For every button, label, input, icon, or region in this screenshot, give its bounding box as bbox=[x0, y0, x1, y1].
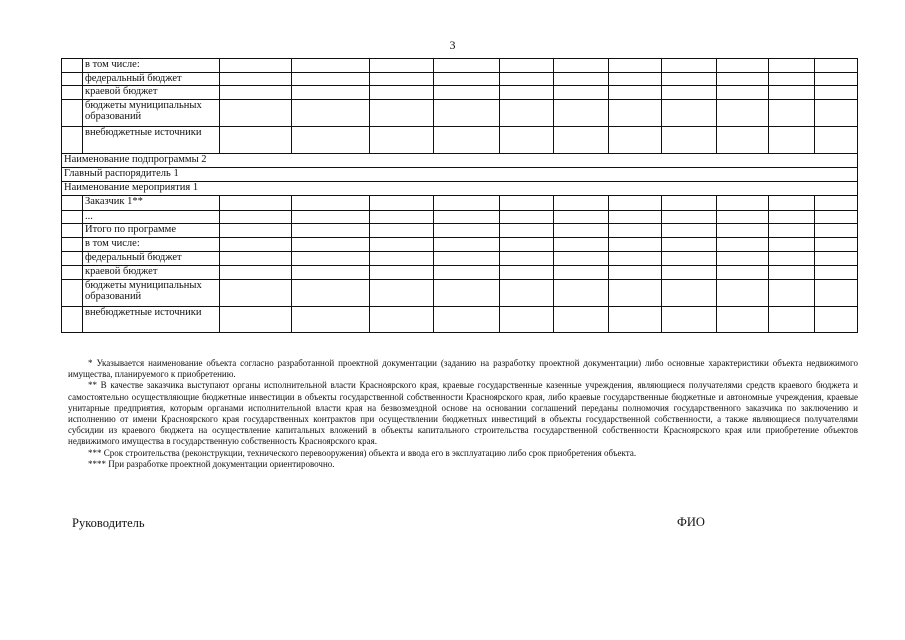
value-cell bbox=[815, 211, 858, 224]
value-cell bbox=[662, 280, 717, 307]
value-cell bbox=[370, 224, 434, 238]
value-cell bbox=[370, 59, 434, 73]
row-number-cell bbox=[62, 238, 83, 252]
value-cell bbox=[554, 224, 609, 238]
value-cell bbox=[500, 73, 554, 86]
row-label: в том числе: bbox=[83, 59, 220, 73]
row-label: бюджеты муниципальных образований bbox=[83, 100, 220, 127]
value-cell bbox=[434, 73, 500, 86]
value-cell bbox=[609, 266, 662, 280]
value-cell bbox=[815, 224, 858, 238]
value-cell bbox=[717, 252, 769, 266]
value-cell bbox=[292, 238, 370, 252]
table-row bbox=[62, 73, 858, 86]
value-cell bbox=[434, 127, 500, 154]
row-number-cell bbox=[62, 196, 83, 211]
value-cell bbox=[815, 73, 858, 86]
value-cell bbox=[609, 280, 662, 307]
value-cell bbox=[500, 127, 554, 154]
table-row bbox=[62, 238, 858, 252]
value-cell bbox=[662, 238, 717, 252]
value-cell bbox=[609, 59, 662, 73]
value-cell bbox=[220, 73, 292, 86]
value-cell bbox=[500, 211, 554, 224]
value-cell bbox=[500, 100, 554, 127]
section-label: Наименование подпрограммы 2 bbox=[62, 154, 858, 168]
value-cell bbox=[434, 252, 500, 266]
value-cell bbox=[609, 307, 662, 333]
value-cell bbox=[815, 196, 858, 211]
value-cell bbox=[717, 196, 769, 211]
row-label: федеральный бюджет bbox=[83, 73, 220, 86]
value-cell bbox=[220, 238, 292, 252]
section-label: Наименование мероприятия 1 bbox=[62, 182, 858, 196]
value-cell bbox=[662, 196, 717, 211]
value-cell bbox=[434, 100, 500, 127]
value-cell bbox=[500, 252, 554, 266]
value-cell bbox=[220, 266, 292, 280]
value-cell bbox=[292, 100, 370, 127]
row-label: краевой бюджет bbox=[83, 266, 220, 280]
value-cell bbox=[717, 59, 769, 73]
value-cell bbox=[609, 100, 662, 127]
table-row bbox=[62, 224, 858, 238]
value-cell bbox=[609, 211, 662, 224]
value-cell bbox=[769, 252, 815, 266]
value-cell bbox=[815, 127, 858, 154]
value-cell bbox=[220, 280, 292, 307]
value-cell bbox=[662, 73, 717, 86]
value-cell bbox=[220, 252, 292, 266]
row-number-cell bbox=[62, 307, 83, 333]
footnotes bbox=[68, 358, 858, 470]
table-row bbox=[62, 86, 858, 100]
value-cell bbox=[292, 280, 370, 307]
value-cell bbox=[769, 196, 815, 211]
table-row bbox=[62, 252, 858, 266]
value-cell bbox=[500, 59, 554, 73]
value-cell bbox=[815, 307, 858, 333]
value-cell bbox=[292, 224, 370, 238]
value-cell bbox=[717, 127, 769, 154]
footnote-4: **** При разработке проектной документации ориентировочно. bbox=[88, 458, 335, 469]
value-cell bbox=[370, 211, 434, 224]
value-cell bbox=[662, 211, 717, 224]
value-cell bbox=[609, 127, 662, 154]
value-cell bbox=[717, 211, 769, 224]
value-cell bbox=[292, 86, 370, 100]
value-cell bbox=[370, 73, 434, 86]
row-number-cell bbox=[62, 59, 83, 73]
value-cell bbox=[554, 59, 609, 73]
value-cell bbox=[662, 266, 717, 280]
row-number-cell bbox=[62, 280, 83, 307]
value-cell bbox=[434, 307, 500, 333]
value-cell bbox=[500, 280, 554, 307]
value-cell bbox=[370, 100, 434, 127]
value-cell bbox=[554, 196, 609, 211]
table-row bbox=[62, 59, 858, 73]
table-section-row bbox=[62, 168, 858, 182]
footnote-2: ** В качестве заказчика выступают органы исполнительной власти Красноярского края, краевые государственные казенные учреждения, являющиеся получателями средств краевого бюджета и самостоятельно осуществляющие бюджетные инвестиции в объекты государственной собственности Красноярского края, либо краевые государственные бюджетные и автономные учреждения, краевые унитарные предприятия, которым органами исполнительной власти края на безвозмездной основе на основании соглашений переданы полномочия государственного заказчика по заключению и исполнению от имени Красноярского края государственных контрактов при осуществлении бюджетных инвестиций в объекты государственной собственности, а также являющиеся получателями субсидии из краевого бюджета на осуществление капитальных вложений в объекты капитального строительства государственной собственности Красноярского края или приобретение объектов недвижимого имущества в государственную собственность Красноярского края. bbox=[68, 380, 858, 447]
table-section-row bbox=[62, 182, 858, 196]
value-cell bbox=[220, 100, 292, 127]
value-cell bbox=[554, 238, 609, 252]
footnote-3: *** Срок строительства (реконструкции, технического перевооружения) объекта и ввода его в эксплуатацию либо срок приобретения объекта. bbox=[88, 447, 637, 458]
row-number-cell bbox=[62, 211, 83, 224]
value-cell bbox=[292, 266, 370, 280]
value-cell bbox=[662, 86, 717, 100]
value-cell bbox=[292, 196, 370, 211]
value-cell bbox=[370, 127, 434, 154]
value-cell bbox=[815, 86, 858, 100]
value-cell bbox=[609, 73, 662, 86]
value-cell bbox=[662, 307, 717, 333]
budget-table bbox=[61, 58, 858, 333]
value-cell bbox=[292, 59, 370, 73]
row-label: федеральный бюджет bbox=[83, 252, 220, 266]
value-cell bbox=[815, 280, 858, 307]
value-cell bbox=[662, 59, 717, 73]
table-row bbox=[62, 100, 858, 127]
row-label: ... bbox=[83, 211, 220, 224]
signature-title: Руководитель bbox=[72, 516, 145, 530]
value-cell bbox=[554, 100, 609, 127]
value-cell bbox=[815, 252, 858, 266]
value-cell bbox=[717, 238, 769, 252]
value-cell bbox=[609, 196, 662, 211]
value-cell bbox=[434, 238, 500, 252]
signature-name: ФИО bbox=[677, 515, 705, 529]
value-cell bbox=[220, 127, 292, 154]
value-cell bbox=[769, 211, 815, 224]
value-cell bbox=[717, 280, 769, 307]
value-cell bbox=[220, 211, 292, 224]
row-label: Заказчик 1** bbox=[83, 196, 220, 211]
value-cell bbox=[662, 252, 717, 266]
table-row bbox=[62, 280, 858, 307]
value-cell bbox=[609, 224, 662, 238]
table-row bbox=[62, 196, 858, 211]
row-label: в том числе: bbox=[83, 238, 220, 252]
value-cell bbox=[292, 127, 370, 154]
value-cell bbox=[554, 252, 609, 266]
row-label: краевой бюджет bbox=[83, 86, 220, 100]
value-cell bbox=[815, 238, 858, 252]
row-number-cell bbox=[62, 73, 83, 86]
value-cell bbox=[609, 238, 662, 252]
value-cell bbox=[769, 224, 815, 238]
value-cell bbox=[292, 73, 370, 86]
value-cell bbox=[220, 224, 292, 238]
value-cell bbox=[292, 211, 370, 224]
table-body bbox=[62, 59, 858, 333]
value-cell bbox=[434, 280, 500, 307]
value-cell bbox=[717, 73, 769, 86]
value-cell bbox=[554, 280, 609, 307]
row-number-cell bbox=[62, 252, 83, 266]
value-cell bbox=[554, 266, 609, 280]
value-cell bbox=[554, 307, 609, 333]
value-cell bbox=[434, 266, 500, 280]
value-cell bbox=[292, 307, 370, 333]
table-row bbox=[62, 211, 858, 224]
value-cell bbox=[500, 238, 554, 252]
value-cell bbox=[554, 211, 609, 224]
table-row bbox=[62, 127, 858, 154]
value-cell bbox=[292, 252, 370, 266]
value-cell bbox=[220, 86, 292, 100]
value-cell bbox=[554, 73, 609, 86]
value-cell bbox=[815, 266, 858, 280]
value-cell bbox=[769, 100, 815, 127]
value-cell bbox=[500, 196, 554, 211]
value-cell bbox=[609, 252, 662, 266]
value-cell bbox=[370, 196, 434, 211]
value-cell bbox=[662, 100, 717, 127]
value-cell bbox=[717, 86, 769, 100]
value-cell bbox=[220, 196, 292, 211]
value-cell bbox=[769, 238, 815, 252]
row-label: Итого по программе bbox=[83, 224, 220, 238]
value-cell bbox=[769, 73, 815, 86]
value-cell bbox=[717, 224, 769, 238]
value-cell bbox=[370, 280, 434, 307]
value-cell bbox=[769, 266, 815, 280]
table-row bbox=[62, 266, 858, 280]
row-label: бюджеты муниципальных образований bbox=[83, 280, 220, 307]
row-number-cell bbox=[62, 100, 83, 127]
value-cell bbox=[769, 86, 815, 100]
value-cell bbox=[500, 266, 554, 280]
value-cell bbox=[554, 127, 609, 154]
value-cell bbox=[370, 252, 434, 266]
value-cell bbox=[609, 86, 662, 100]
page-number: 3 bbox=[449, 38, 456, 52]
section-label: Главный распорядитель 1 bbox=[62, 168, 858, 182]
row-number-cell bbox=[62, 224, 83, 238]
value-cell bbox=[500, 307, 554, 333]
value-cell bbox=[434, 86, 500, 100]
value-cell bbox=[769, 59, 815, 73]
row-label: внебюджетные источники bbox=[83, 307, 220, 333]
table-section-row bbox=[62, 154, 858, 168]
value-cell bbox=[500, 224, 554, 238]
value-cell bbox=[662, 224, 717, 238]
value-cell bbox=[370, 307, 434, 333]
table-row bbox=[62, 307, 858, 333]
footnote-1: * Указывается наименование объекта согласно разработанной проектной документации (заданию на разработку проектной документации) либо основные характеристики объекта недвижимого имущества, планируемого к приобретению. bbox=[68, 358, 858, 380]
value-cell bbox=[434, 211, 500, 224]
value-cell bbox=[220, 59, 292, 73]
value-cell bbox=[434, 196, 500, 211]
value-cell bbox=[815, 100, 858, 127]
value-cell bbox=[370, 238, 434, 252]
row-label: внебюджетные источники bbox=[83, 127, 220, 154]
value-cell bbox=[220, 307, 292, 333]
row-number-cell bbox=[62, 127, 83, 154]
value-cell bbox=[769, 127, 815, 154]
value-cell bbox=[370, 266, 434, 280]
value-cell bbox=[769, 280, 815, 307]
value-cell bbox=[434, 59, 500, 73]
value-cell bbox=[717, 266, 769, 280]
value-cell bbox=[370, 86, 434, 100]
value-cell bbox=[434, 224, 500, 238]
value-cell bbox=[662, 127, 717, 154]
value-cell bbox=[769, 307, 815, 333]
value-cell bbox=[717, 100, 769, 127]
row-number-cell bbox=[62, 86, 83, 100]
value-cell bbox=[717, 307, 769, 333]
value-cell bbox=[554, 86, 609, 100]
value-cell bbox=[500, 86, 554, 100]
value-cell bbox=[815, 59, 858, 73]
row-number-cell bbox=[62, 266, 83, 280]
